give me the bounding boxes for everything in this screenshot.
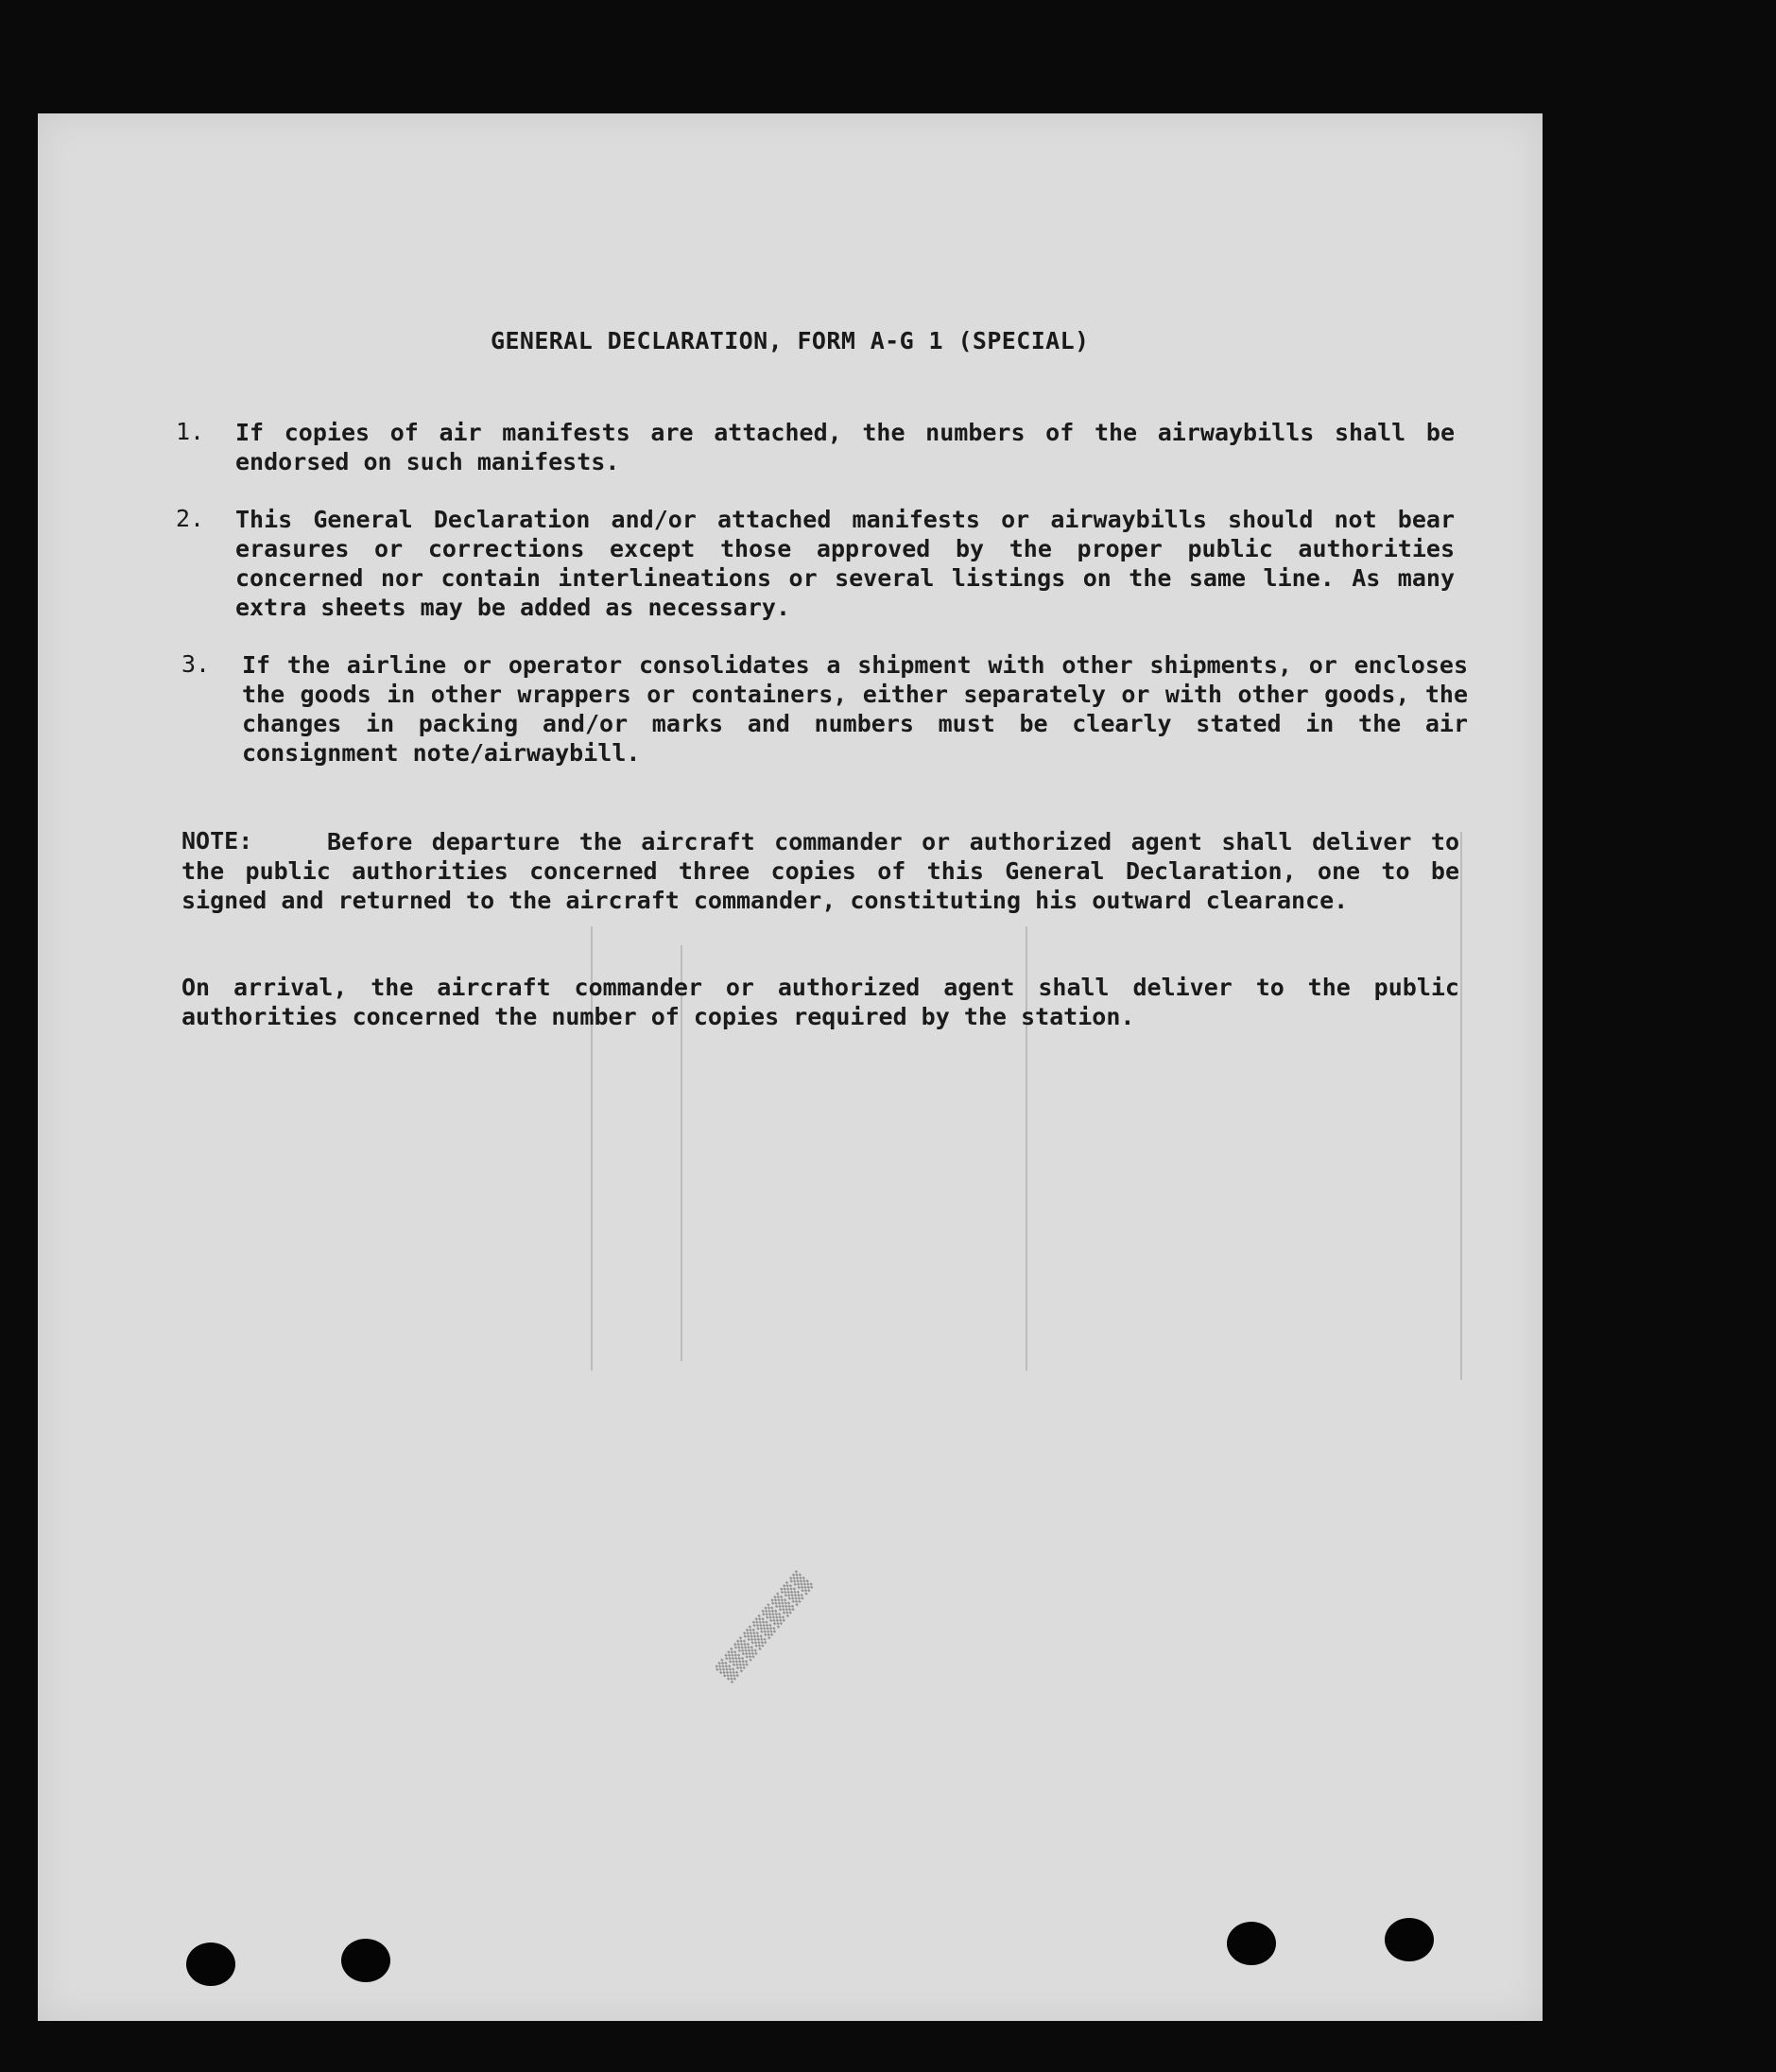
punch-hole bbox=[341, 1939, 390, 1982]
item-number: 1. bbox=[176, 418, 205, 445]
rubber-stamp-mark: ▒▒▒▒▒▒▒▒▒ bbox=[713, 1570, 816, 1686]
item-text: This General Declaration and/or attached manifests or airwaybills should not bear erasures or corrections except those approved by the proper public authorities concerned nor contain interlineations or several listings on the same line. As many extra sheets may be added as necessary. bbox=[235, 506, 1455, 621]
arrival-text: On arrival, the aircraft commander or authorized agent shall deliver to the public authorities concerned the number of copies required by the station. bbox=[181, 974, 1459, 1030]
punch-hole bbox=[1385, 1918, 1434, 1961]
item-number: 2. bbox=[176, 505, 205, 532]
item-number: 3. bbox=[181, 650, 211, 678]
note-text: Before departure the aircraft commander or authorized agent shall deliver to the public authorities concerned three copies of this General Declaration, one to be signed and returned to the aircraft commander, constituting his outward clearance. bbox=[181, 828, 1459, 914]
note-label: NOTE: bbox=[181, 827, 253, 855]
item-text: If copies of air manifests are attached, the numbers of the airwaybills shall be endorsed on such manifests. bbox=[235, 419, 1455, 475]
item-text: If the airline or operator consolidates a shipment with other shipments, or encloses the goods in other wrappers or containers, either separately or with other goods, the changes in packing and/or marks and numbers must be clearly stated in the air consignment note/airwaybill. bbox=[242, 651, 1468, 767]
punch-hole bbox=[186, 1942, 235, 1986]
bleed-through-line bbox=[1460, 832, 1462, 1380]
paper-sheet bbox=[38, 113, 1543, 2021]
punch-hole bbox=[1227, 1922, 1276, 1965]
page-title: GENERAL DECLARATION, FORM A-G 1 (SPECIAL) bbox=[491, 327, 1090, 354]
